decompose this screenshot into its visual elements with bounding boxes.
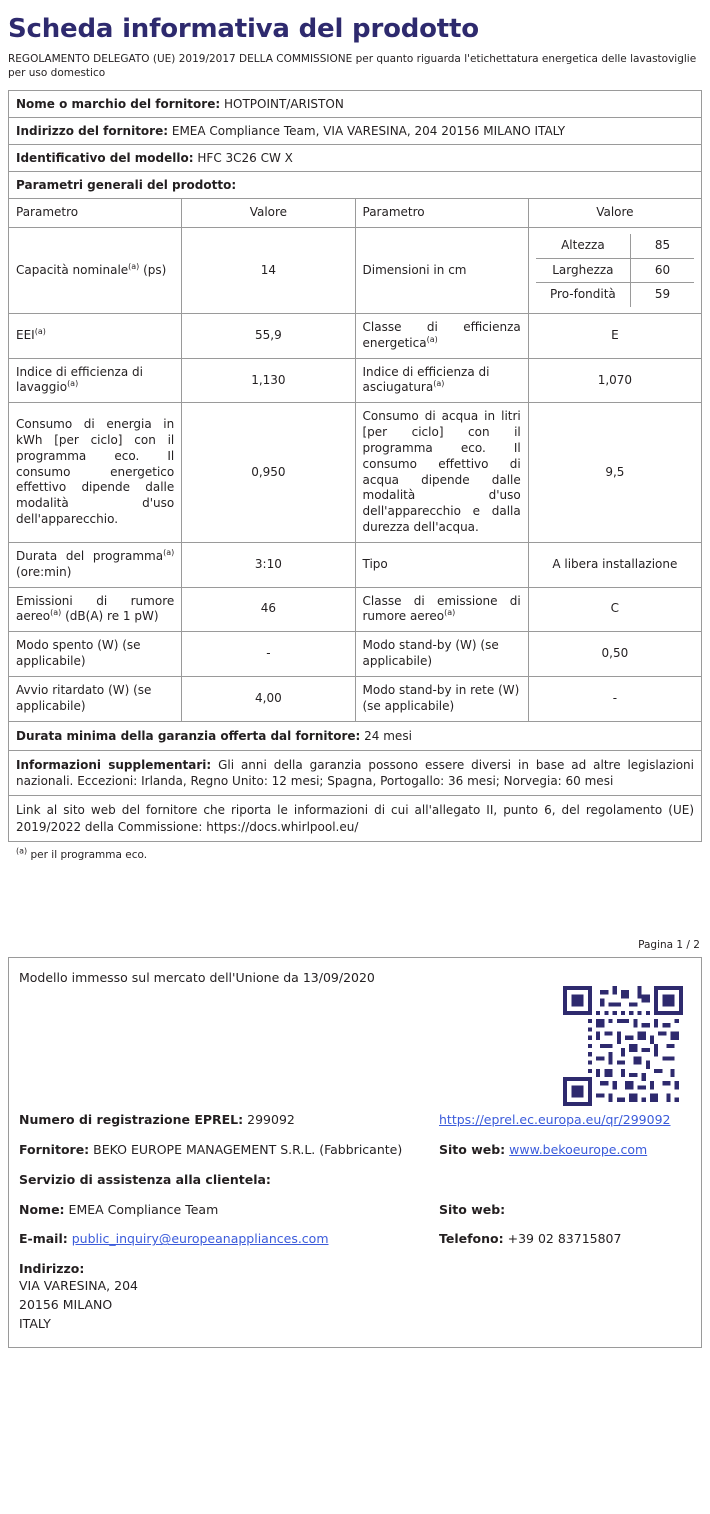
model-value: HFC 3C26 CW X <box>197 151 293 166</box>
address-line-3: ITALY <box>19 1316 51 1332</box>
qr-code-icon <box>563 986 683 1106</box>
product-information-sheet <box>0 14 710 1348</box>
param-off-mode: Modo spento (W) (se applicabile) <box>9 632 182 677</box>
dimension-value-width: 60 <box>631 258 694 283</box>
address-line-2: 20156 MILANO <box>19 1297 113 1313</box>
email-link[interactable]: public_inquiry@europeanappliances.com <box>71 1231 329 1247</box>
value-standby: 0,50 <box>528 632 701 677</box>
footnote-ref: (a) <box>50 608 62 618</box>
dimension-label-height: Altezza <box>536 234 631 258</box>
param-wash-index-label: Indice di efficienza di lavaggio <box>16 364 143 395</box>
col-header-param1: Parametro <box>9 199 182 228</box>
additional-info-text: Gli anni della garanzia possono essere diversi in base ad altre legislazioni nazionali. Eccezioni: Irlanda, Regno Unito: 12 mesi; Spagna, Portogallo: 36 mesi; Norvegia: 60 mesi <box>16 757 694 789</box>
footnote-marker: (a) <box>16 846 28 856</box>
table-row <box>9 587 702 632</box>
value-program-duration: 3:10 <box>182 542 355 587</box>
supplier-row <box>19 1142 691 1159</box>
value-wash-index: 1,130 <box>182 358 355 403</box>
supplier-name-row <box>8 90 702 117</box>
regulation-subtitle: REGOLAMENTO DELEGATO (UE) 2019/2017 DELLA COMMISSIONE per quanto riguarda l'etichettatura energetica delle lavastoviglie per uso domestico <box>8 53 697 80</box>
table-row <box>9 313 702 358</box>
registration-block <box>8 957 702 1348</box>
market-date-value: 13/09/2020 <box>302 970 375 986</box>
param-type: Tipo <box>355 542 528 587</box>
value-delayed-start: 4,00 <box>182 676 355 721</box>
eprel-value: 299092 <box>247 1111 295 1127</box>
footnote-ref: (a) <box>67 379 79 389</box>
model-row <box>8 144 702 171</box>
col-header-param2: Parametro <box>355 199 528 228</box>
param-dry-index-label: Indice di efficienza di asciugatura <box>362 364 490 395</box>
dimension-row <box>536 234 694 258</box>
email-row <box>19 1231 691 1248</box>
warranty-label: Durata minima della garanzia offerta dal fornitore: <box>16 728 361 743</box>
value-energy-class: E <box>528 313 701 358</box>
supplier-right <box>439 1142 691 1159</box>
value-type: A libera installazione <box>528 542 701 587</box>
footnote-ref: (a) <box>34 326 46 336</box>
param-eei-label: EEI <box>16 327 35 342</box>
address-line-1: VIA VARESINA, 204 <box>19 1278 138 1294</box>
dimension-row <box>536 283 694 307</box>
supplier-weblink-row <box>8 796 702 842</box>
param-noise-class-label: Classe di emissione di rumore aereo <box>362 593 521 624</box>
param-dry-index <box>355 358 528 403</box>
value-capacity: 14 <box>182 228 355 314</box>
param-noise-unit: (dB(A) re 1 pW) <box>61 609 159 624</box>
dimension-value-height: 85 <box>631 234 694 258</box>
eprel-right <box>439 1112 691 1129</box>
footnote-line <box>16 846 702 862</box>
warranty-row <box>8 722 702 751</box>
additional-info-row <box>8 751 702 797</box>
email-left <box>19 1231 439 1248</box>
weblink-text: Link al sito web del fornitore che riporta le informazioni di cui all'allegato II, punto 6, del regolamento (UE) 2019/2022 della Commissione: <box>16 803 694 834</box>
supplier2-value: BEKO EUROPE MANAGEMENT S.R.L. (Fabbricante) <box>93 1141 403 1157</box>
contact-name-row <box>19 1202 691 1219</box>
param-noise-label: Emissioni di rumore aereo <box>16 593 175 624</box>
param-standby: Modo stand-by (W) (se applicabile) <box>355 632 528 677</box>
value-dimensions-cell <box>528 228 701 314</box>
param-noise-class <box>355 587 528 632</box>
support-heading: Servizio di assistenza alla clientela: <box>19 1171 271 1187</box>
dimension-label-depth: Pro-fondità <box>536 283 631 307</box>
dimension-label-width: Larghezza <box>536 258 631 283</box>
param-water-consumption: Consumo di acqua in litri [per ciclo] con il programma eco. Il consumo effettivo di acqua dipende dalle modalità d'uso dell'apparecchio e dalla durezza dell'acqua. <box>355 403 528 543</box>
supplier-address-label: Indirizzo del fornitore: <box>16 124 169 139</box>
supplier2-label: Fornitore: <box>19 1141 90 1157</box>
contact-name-right <box>439 1202 691 1219</box>
param-capacity-unit: (ps) <box>139 262 167 277</box>
eprel-row <box>19 1112 691 1129</box>
footnote-ref: (a) <box>444 608 456 618</box>
param-dimensions: Dimensioni in cm <box>355 228 528 314</box>
value-off-mode: - <box>182 632 355 677</box>
vertical-spacer <box>0 861 710 939</box>
dimension-value-depth: 59 <box>631 283 694 307</box>
table-row <box>9 228 702 314</box>
col-header-value2: Valore <box>528 199 701 228</box>
value-noise-class: C <box>528 587 701 632</box>
eprel-left <box>19 1112 439 1129</box>
value-networked-standby: - <box>528 676 701 721</box>
table-row <box>9 403 702 543</box>
dimensions-table <box>536 234 694 307</box>
phone-label: Telefono: <box>439 1231 504 1247</box>
model-label: Identificativo del modello: <box>16 151 194 166</box>
contact-website-label: Sito web: <box>439 1201 506 1217</box>
footnote-ref: (a) <box>426 334 438 344</box>
dimension-row <box>536 258 694 283</box>
table-row <box>9 542 702 587</box>
supplier-address-row <box>8 117 702 144</box>
param-noise <box>9 587 182 632</box>
general-params-label: Parametri generali del prodotto: <box>16 178 237 193</box>
supplier-name-value: HOTPOINT/ARISTON <box>223 97 344 112</box>
footnote-ref: (a) <box>128 261 140 271</box>
market-date-label: Modello immesso sul mercato dell'Unione da <box>19 970 299 986</box>
value-water-consumption: 9,5 <box>528 403 701 543</box>
weblink-url[interactable]: https://docs.whirlpool.eu/ <box>206 819 359 834</box>
page-number: Pagina 1 / 2 <box>638 939 700 952</box>
table-row <box>9 676 702 721</box>
general-params-header <box>8 171 702 198</box>
param-delayed-start: Avvio ritardato (W) (se applicabile) <box>9 676 182 721</box>
page-title: Scheda informativa del prodotto <box>8 14 479 44</box>
eprel-url-link[interactable]: https://eprel.ec.europa.eu/qr/299092 <box>439 1111 671 1127</box>
param-eei <box>9 313 182 358</box>
supplier-name-label: Nome o marchio del fornitore: <box>16 97 221 112</box>
param-energy-consumption: Consumo di energia in kWh [per ciclo] con il programma eco. Il consumo energetico effettivo dipende dalle modalità d'uso dell'apparecchio. <box>9 403 182 543</box>
email-label: E-mail: <box>19 1231 68 1247</box>
param-networked-standby: Modo stand-by in rete (W) (se applicabile) <box>355 676 528 721</box>
footnote-ref: (a) <box>433 379 445 389</box>
value-energy-consumption: 0,950 <box>182 403 355 543</box>
sheet-body <box>8 90 702 861</box>
table-row <box>9 358 702 403</box>
param-energy-class <box>355 313 528 358</box>
contact-name-label: Nome: <box>19 1201 65 1217</box>
address-block <box>19 1261 691 1333</box>
parameters-table <box>8 198 702 721</box>
phone-right <box>439 1231 691 1248</box>
footnote-text: per il programma eco. <box>30 849 148 862</box>
phone-value: +39 02 83715807 <box>507 1231 622 1247</box>
website-label: Sito web: <box>439 1141 506 1157</box>
contact-name-left <box>19 1202 439 1219</box>
col-header-value1: Valore <box>182 199 355 228</box>
warranty-value: 24 mesi <box>364 728 412 743</box>
value-dry-index: 1,070 <box>528 358 701 403</box>
address-label: Indirizzo: <box>19 1261 85 1277</box>
param-capacity-label: Capacità nominale <box>16 262 129 277</box>
additional-info-label: Informazioni supplementari: <box>16 757 212 772</box>
param-energy-class-label: Classe di efficienza energetica <box>362 319 521 350</box>
param-program-duration-label: Durata del programma <box>16 548 164 563</box>
website-link[interactable]: www.bekoeurope.com <box>509 1141 648 1157</box>
value-noise: 46 <box>182 587 355 632</box>
supplier-address-value: EMEA Compliance Team, VIA VARESINA, 204 20156 MILANO ITALY <box>171 124 566 139</box>
param-capacity <box>9 228 182 314</box>
contact-name-value: EMEA Compliance Team <box>68 1201 219 1217</box>
supplier-left <box>19 1142 439 1159</box>
param-wash-index <box>9 358 182 403</box>
market-date-row <box>19 970 691 987</box>
param-program-duration-unit: (ore:min) <box>16 564 72 579</box>
table-row <box>9 632 702 677</box>
footnote-ref: (a) <box>163 547 175 557</box>
table-header-row <box>9 199 702 228</box>
eprel-label: Numero di registrazione EPREL: <box>19 1111 244 1127</box>
param-program-duration <box>9 542 182 587</box>
value-eei: 55,9 <box>182 313 355 358</box>
